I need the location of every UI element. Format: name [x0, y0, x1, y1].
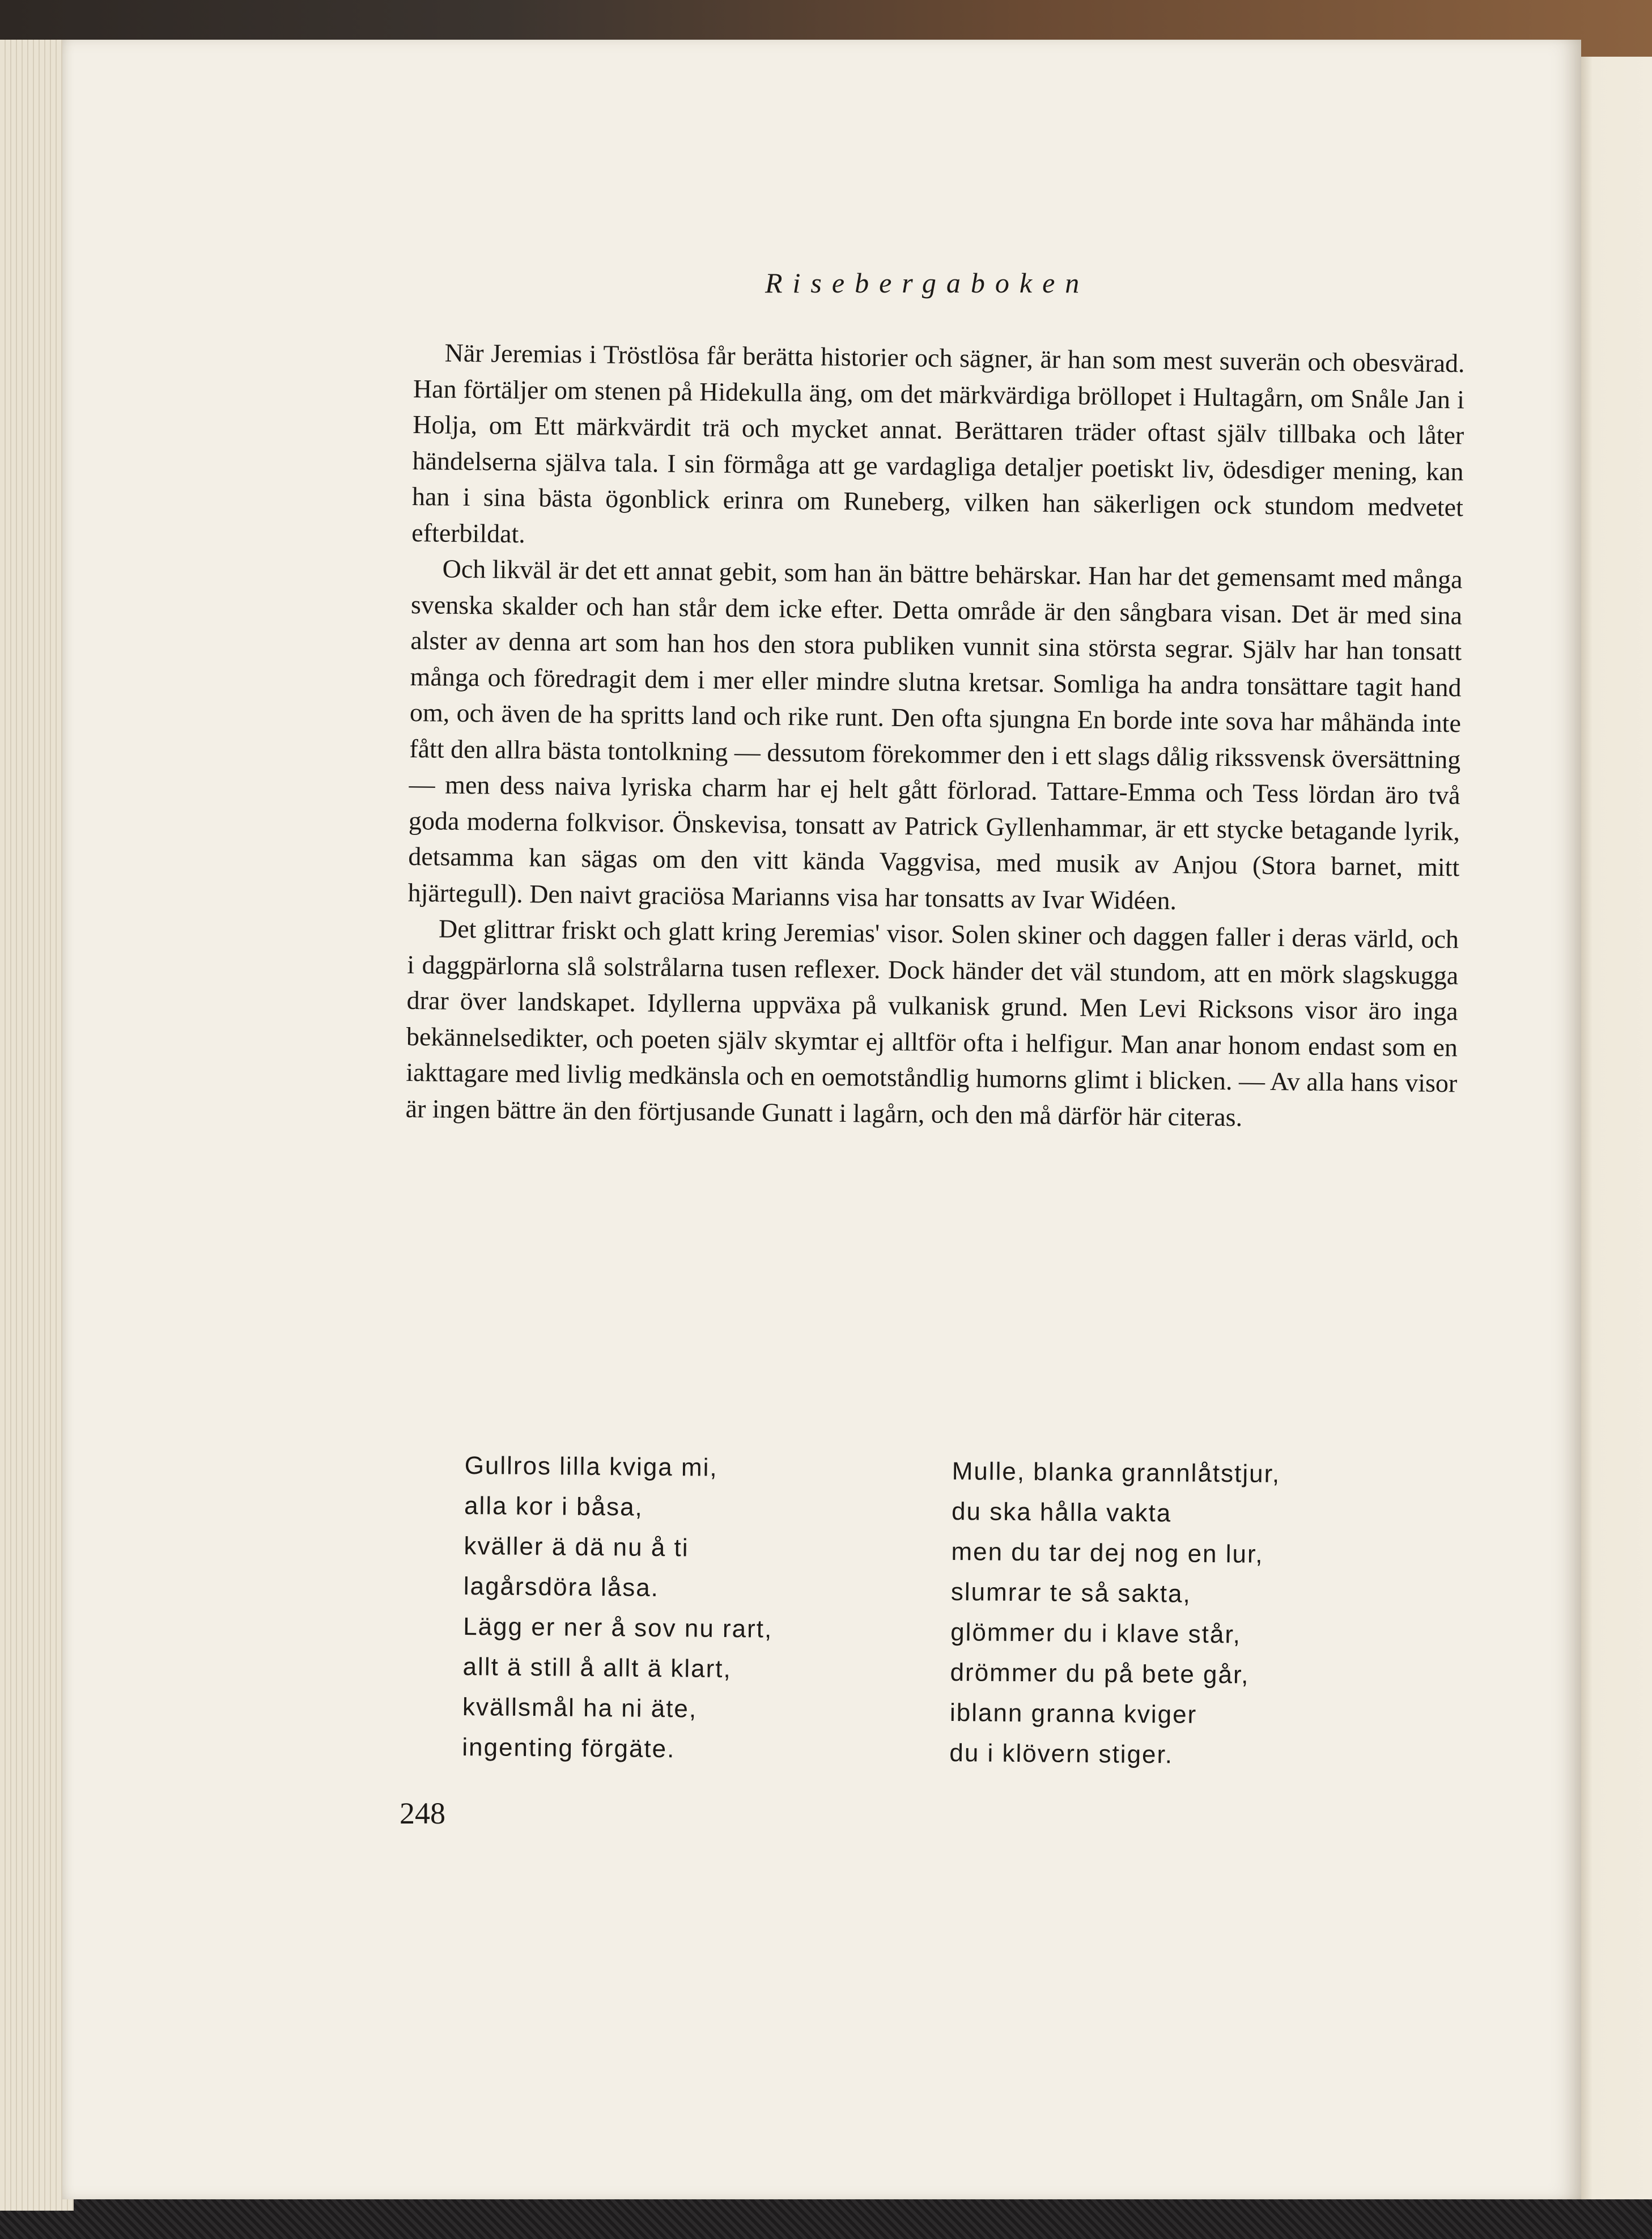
- poem-line: ingenting förgäte.: [462, 1733, 676, 1763]
- paragraph: Och likväl är det ett annat gebit, som han än bättre behärskar. Han har det gemensamt med många svenska skalder och han står dem icke efter. Detta område är den sångbara visan. Det är med sina alster av denna art som han hos den stora publiken vunnit sina största segrar. Själv har han tonsatt många och föredragit dem i mer eller mindre slutna kretsar. Somliga ha andra tonsättare tagit hand om, och även de ha spritts land och rike runt. Den ofta sjungna En borde inte sova har måhända inte fått den allra bästa tontolkning — dessutom förekommer den i ett slags dålig rikssvensk översättning — men dess naiva lyriska charm har ej helt gått förlorad. Tattare-Emma och Tess lördan äro två goda moderna folkvisor. Önskevisa, tonsatt av Patrick Gyllenhammar, är ett stycke betagande lyrik, detsamma kan sägas om den vitt kända Vaggvisa, med musik av Anjou (Stora barnet, mitt hjärtegull). Den naivt graciösa Marianns visa har tonsatts av Ivar Widéen.: [407, 554, 1463, 915]
- poem-line: glömmer du i klave står,: [950, 1618, 1242, 1649]
- poem-stanza-left: [462, 1445, 861, 1771]
- poem-line: kväller ä dä nu å ti: [464, 1532, 689, 1562]
- poem-line: iblann granna kviger: [949, 1698, 1197, 1729]
- running-head: Risebergaboken: [765, 267, 1090, 299]
- poem-line: alla kor i båsa,: [464, 1491, 643, 1521]
- poem-line: du i klövern stiger.: [949, 1738, 1174, 1769]
- body-text: [405, 334, 1465, 1137]
- poem-line: Lägg er ner å sov nu rart,: [462, 1612, 773, 1643]
- poem-line: Gullros lilla kviga mi,: [464, 1451, 718, 1482]
- poem-line: lagårsdöra låsa.: [463, 1572, 660, 1602]
- facing-page-edge: [1570, 57, 1652, 2199]
- page-number: 248: [400, 1796, 445, 1830]
- paragraph: När Jeremias i Tröstlösa får berätta historier och sägner, är han som mest suverän och obesvärad. Han förtäljer om stenen på Hidekulla äng, om det märkvärdiga bröllopet i Hultagårn, om Snåle Jan i Holja, om Ett märkvärdit trä och mycket annat. Berättaren träder oftast själv tillbaka och låter händelserna själva tala. I sin förmåga att ge vardagliga detaljer poetiskt liv, ödesdiger mening, kan han i sina bästa ögonblick erinra om Runeberg, vilken han säkerligen ock stundom medvetet efterbildat.: [411, 338, 1465, 548]
- poem-line: men du tar dej nog en lur,: [951, 1537, 1264, 1568]
- fabric-background: [0, 2199, 1652, 2239]
- paragraph: Det glittrar friskt och glatt kring Jeremias' visor. Solen skiner och daggen faller i deras värld, och i daggpärlorna slå solstrålarna tusen reflexer. Dock händer det väl stundom, att en mörk slagskugga drar över landskapet. Idyllerna uppväxa på vulkanisk grund. Men Levi Ricksons visor äro inga bekännelsedikter, och poeten själv skymtar ej alltför ofta i helfigur. Man anar honom endast som en iakttagare med livlig medkänsla och en oemotståndlig humorns glimt i blicken. — Av alla hans visor är ingen bättre än den förtjusande Gunatt i lagårn, och den må därför här citeras.: [405, 914, 1459, 1131]
- poem-line: drömmer du på bete går,: [950, 1658, 1250, 1689]
- poem-stanza-right: [949, 1451, 1383, 1777]
- poem-line: allt ä still å allt ä klart,: [462, 1652, 732, 1684]
- book-page: [62, 40, 1581, 2199]
- poem-line: du ska hålla vakta: [951, 1497, 1172, 1528]
- poem-line: kvällsmål ha ni äte,: [462, 1693, 698, 1723]
- poem-line: Mulle, blanka grannlåtstjur,: [952, 1457, 1281, 1489]
- poem-line: slumrar te så sakta,: [950, 1578, 1191, 1608]
